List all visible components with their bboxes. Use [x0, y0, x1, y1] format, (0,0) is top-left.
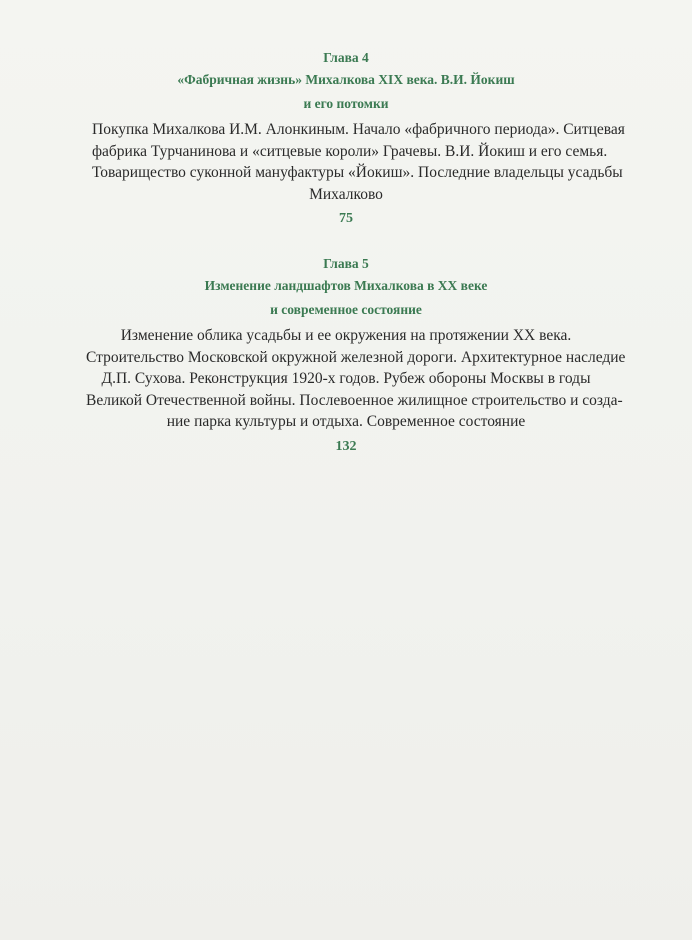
chapter-page-number: 75 [339, 211, 353, 226]
chapter-description-line: Михалково [309, 185, 383, 203]
chapter-title-line: и его потомки [303, 96, 389, 111]
chapter-5-entry [86, 254, 626, 458]
chapter-page-number: 132 [335, 438, 357, 454]
chapter-title-line: Изменение ландшафтов Михалкова в XX веке [204, 278, 488, 293]
chapter-description-line: Д.П. Сухова. Реконструкция 1920-х годов. Рубеж обороны Москвы в годы [101, 370, 591, 387]
chapter-description-line: Товарищество суконной мануфактуры «Йокиш». Последние владельцы усадьбы [92, 164, 623, 181]
chapter-description-line: ние парка культуры и отдыха. Современное состояние [166, 413, 526, 430]
chapter-description-line: Великой Отечественной войны. Послевоенное жилищное строительство и созда- [86, 391, 623, 409]
chapter-title-line: и современное состояние [270, 302, 422, 317]
chapter-4-entry [92, 48, 625, 230]
chapter-label: Глава 4 [323, 50, 369, 65]
chapter-description-line: Изменение облика усадьбы и ее окружения на протяжении XX века. [120, 327, 572, 344]
chapter-title-line: «Фабричная жизнь» Михалкова XIX века. В.И. Йокиш [177, 72, 515, 87]
chapter-description-line: фабрика Турчанинова и «ситцевые короли» Грачевы. В.И. Йокиш и его семья. [92, 142, 608, 160]
chapter-label: Глава 5 [323, 256, 369, 271]
chapter-description-line: Строительство Московской окружной железной дороги. Архитектурное наследие [86, 348, 626, 366]
chapter-title [86, 274, 606, 322]
chapter-description [86, 325, 626, 433]
chapter-title [92, 68, 600, 116]
chapter-description [92, 119, 625, 205]
chapter-description-line: Покупка Михалкова И.М. Алонкиным. Начало «фабричного периода». Ситцевая [92, 121, 625, 138]
